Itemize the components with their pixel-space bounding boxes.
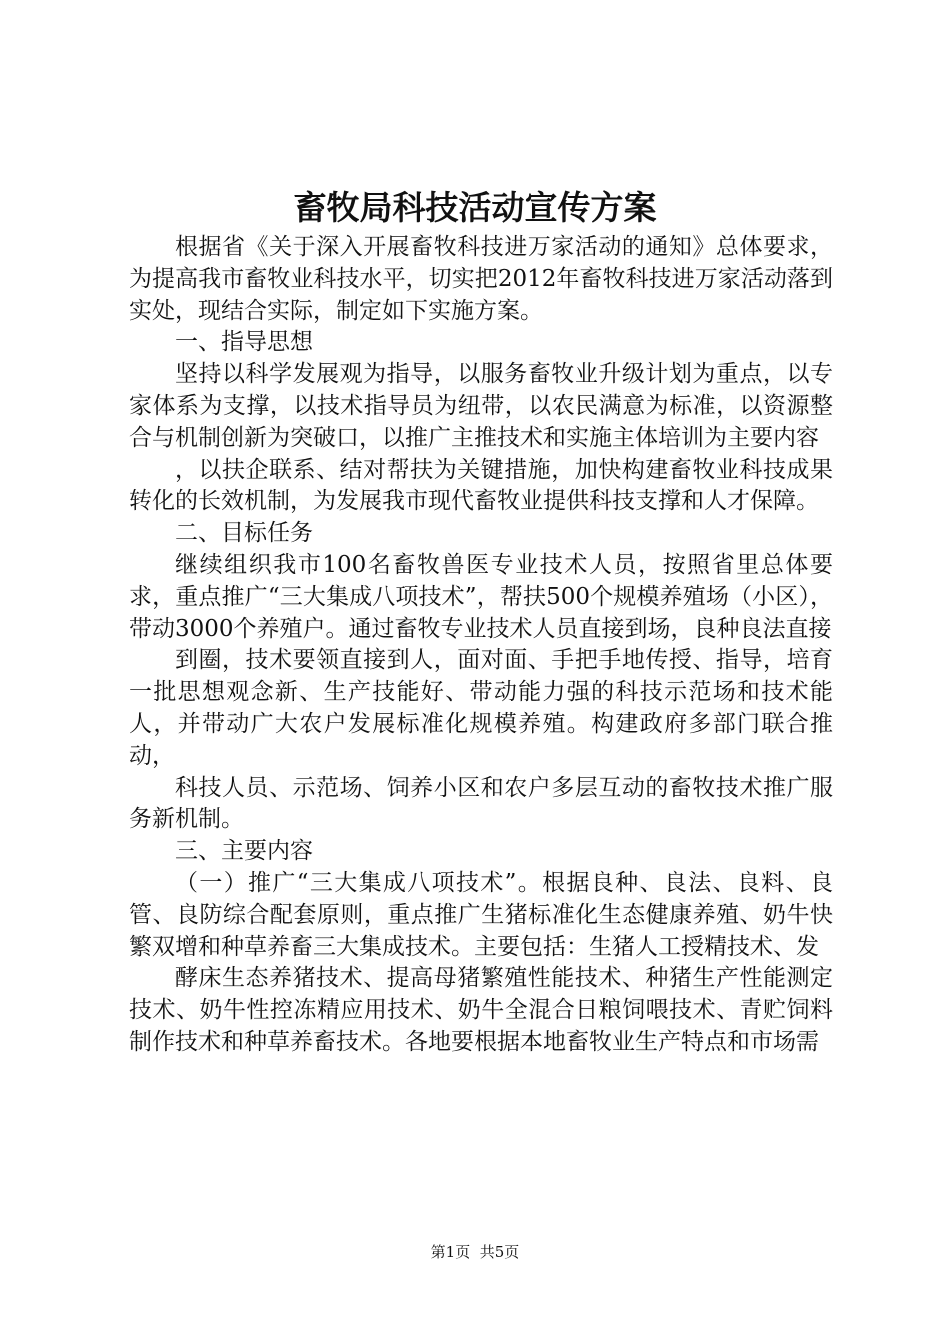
page-footer xyxy=(0,1240,950,1264)
paragraph-goals: 继续组织我市100名畜牧兽医专业技术人员，按照省里总体要求，重点推广“三大集成八项技术”，帮扶500个规模养殖场（小区），带动3000个养殖户。通过畜牧专业技术人员直接到场，良种良法直接 xyxy=(129,551,833,642)
paragraph-goals-cont-2: 科技人员、示范场、饲养小区和农户多层互动的畜牧技术推广服务新机制。 xyxy=(129,774,833,833)
intro-paragraph: 根据省《关于深入开展畜牧科技进万家活动的通知》总体要求，为提高我市畜牧业科技水平，切实把2012年畜牧科技进万家活动落到实处，现结合实际，制定如下实施方案。 xyxy=(129,234,833,324)
section-heading-main-content: 三、主要内容 xyxy=(175,838,313,865)
paragraph-main-content-cont: 酵床生态养猪技术、提高母猪繁殖性能技术、种猪生产性能测定技术、奶牛性控冻精应用技术、奶牛全混合日粮饲喂技术、青贮饲料制作技术和种草养畜技术。各地要根据本地畜牧业生产特点和市场需 xyxy=(129,965,833,1055)
document-body xyxy=(129,232,833,1059)
section-heading-goals: 二、目标任务 xyxy=(175,520,313,547)
document-title: 畜牧局科技活动宣传方案 xyxy=(293,188,657,227)
page-number: 第1页 xyxy=(430,1243,471,1261)
paragraph-goals-cont: 到圈，技术要领直接到人，面对面、手把手地传授、指导，培育一批思想观念新、生产技能好、带动能力强的科技示范场和技术能人，并带动广大农户发展标准化规模养殖。构建政府多部门联合推动， xyxy=(129,647,833,769)
paragraph-main-content: （一）推广“三大集成八项技术”。根据良种、良法、良料、良管、良防综合配套原则，重点推广生猪标准化生态健康养殖、奶牛快繁双增和种草养畜三大集成技术。主要包括：生猪人工授精技术、发 xyxy=(129,869,833,960)
page-total: 共5页 xyxy=(479,1243,520,1261)
paragraph-guiding-ideology: 坚持以科学发展观为指导，以服务畜牧业升级计划为重点，以专家体系为支撑，以技术指导员为纽带，以农民满意为标准，以资源整合与机制创新为突破口，以推广主推技术和实施主体培训为主要内容 xyxy=(129,361,833,451)
paragraph-guiding-ideology-cont: ，以扶企联系、结对帮扶为关键措施，加快构建畜牧业科技成果转化的长效机制，为发展我市现代畜牧业提供科技支撑和人才保障。 xyxy=(129,456,833,515)
section-heading-guiding-ideology: 一、指导思想 xyxy=(175,329,313,356)
